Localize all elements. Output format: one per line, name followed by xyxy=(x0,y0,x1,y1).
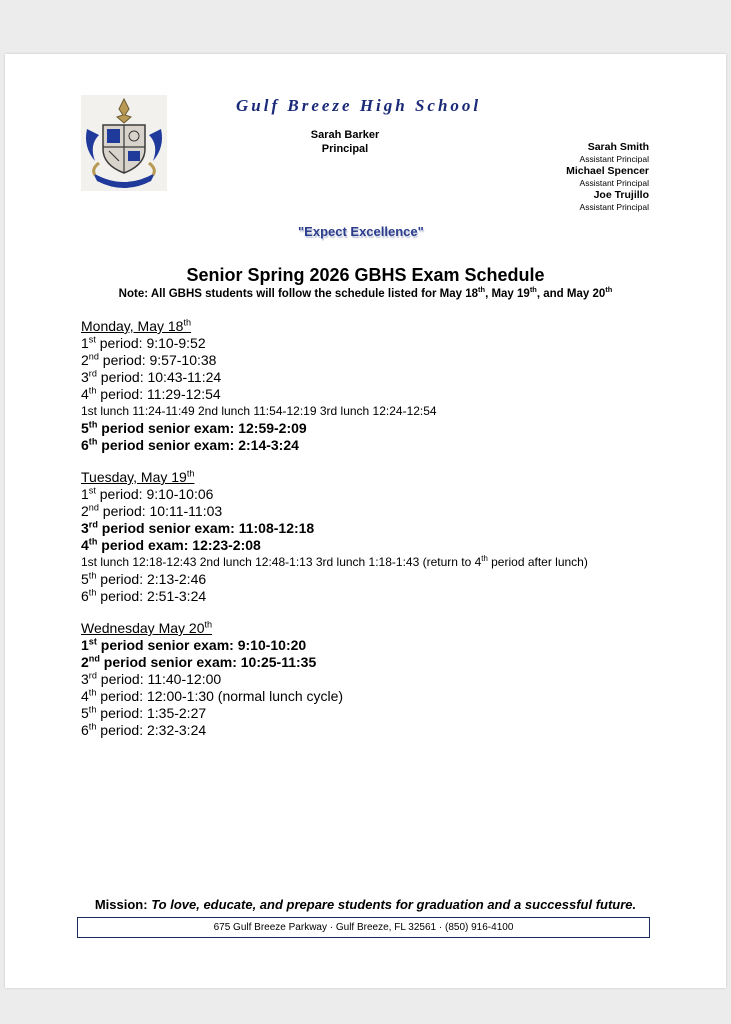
period-row: 1st period: 9:10-9:52 xyxy=(81,334,206,351)
school-motto: "Expect Excellence" xyxy=(298,224,424,239)
mission-text: To love, educate, and prepare students for graduation and a successful future. xyxy=(151,897,637,912)
school-name: Gulf Breeze High School xyxy=(236,96,482,115)
period-row: 6th period: 2:32-3:24 xyxy=(81,721,207,738)
school-crest-logo xyxy=(81,95,167,191)
exam-row: 2nd period senior exam: 10:25-11:35 xyxy=(81,653,317,670)
crest-icon xyxy=(81,95,167,191)
assistant-name: Joe Trujillo xyxy=(593,189,649,201)
lunch-row: 1st lunch 12:18-12:43 2nd lunch 12:48-1:13 3rd lunch 1:18-1:43 (return to 4th period after lunch) xyxy=(81,554,588,569)
day-heading-monday: Monday, May 18th xyxy=(81,317,192,334)
monday-schedule xyxy=(81,318,437,454)
period-row: 1st period: 9:10-10:06 xyxy=(81,485,214,502)
period-row: 4th period: 11:29-12:54 xyxy=(81,385,221,402)
period-row: 5th period: 2:13-2:46 xyxy=(81,570,207,587)
principal-name: Sarah Barker xyxy=(310,129,380,141)
period-row: 4th period: 12:00-1:30 (normal lunch cycle) xyxy=(81,687,344,704)
period-row: 2nd period: 10:11-11:03 xyxy=(81,502,223,519)
address-box: 675 Gulf Breeze Parkway · Gulf Breeze, FL 32561 · (850) 916-4100 xyxy=(77,917,650,938)
period-row: 5th period: 1:35-2:27 xyxy=(81,704,207,721)
period-row: 6th period: 2:51-3:24 xyxy=(81,587,207,604)
day-heading-wednesday: Wednesday May 20th xyxy=(81,619,213,636)
exam-row: 6th period senior exam: 2:14-3:24 xyxy=(81,436,299,453)
mission-statement xyxy=(0,897,731,912)
principal-title: Principal xyxy=(321,143,369,155)
assistant-title: Assistant Principal xyxy=(579,154,649,164)
page-title: Senior Spring 2026 GBHS Exam Schedule xyxy=(186,265,545,285)
period-row: 2nd period: 9:57-10:38 xyxy=(81,351,217,368)
assistant-name: Sarah Smith xyxy=(587,141,649,153)
wednesday-schedule xyxy=(81,620,343,739)
assistant-title: Assistant Principal xyxy=(579,178,649,188)
assistant-name: Michael Spencer xyxy=(566,165,649,177)
period-row: 3rd period: 11:40-12:00 xyxy=(81,670,222,687)
exam-row: 3rd period senior exam: 11:08-12:18 xyxy=(81,519,315,536)
mission-label: Mission: xyxy=(94,897,148,912)
exam-row: 4th period exam: 12:23-2:08 xyxy=(81,536,261,553)
tuesday-schedule xyxy=(81,469,588,605)
day-heading-tuesday: Tuesday, May 19th xyxy=(81,468,195,485)
principal-block xyxy=(300,128,390,156)
period-row: 3rd period: 10:43-11:24 xyxy=(81,368,222,385)
assistant-title: Assistant Principal xyxy=(579,202,649,212)
schedule-note: Note: All GBHS students will follow the schedule listed for May 18th, May 19th, and May 20th xyxy=(118,285,613,300)
exam-row: 1st period senior exam: 9:10-10:20 xyxy=(81,636,307,653)
lunch-row: 1st lunch 11:24-11:49 2nd lunch 11:54-12:19 3rd lunch 12:24-12:54 xyxy=(81,404,437,418)
assistant-principals xyxy=(566,141,649,213)
exam-row: 5th period senior exam: 12:59-2:09 xyxy=(81,419,307,436)
